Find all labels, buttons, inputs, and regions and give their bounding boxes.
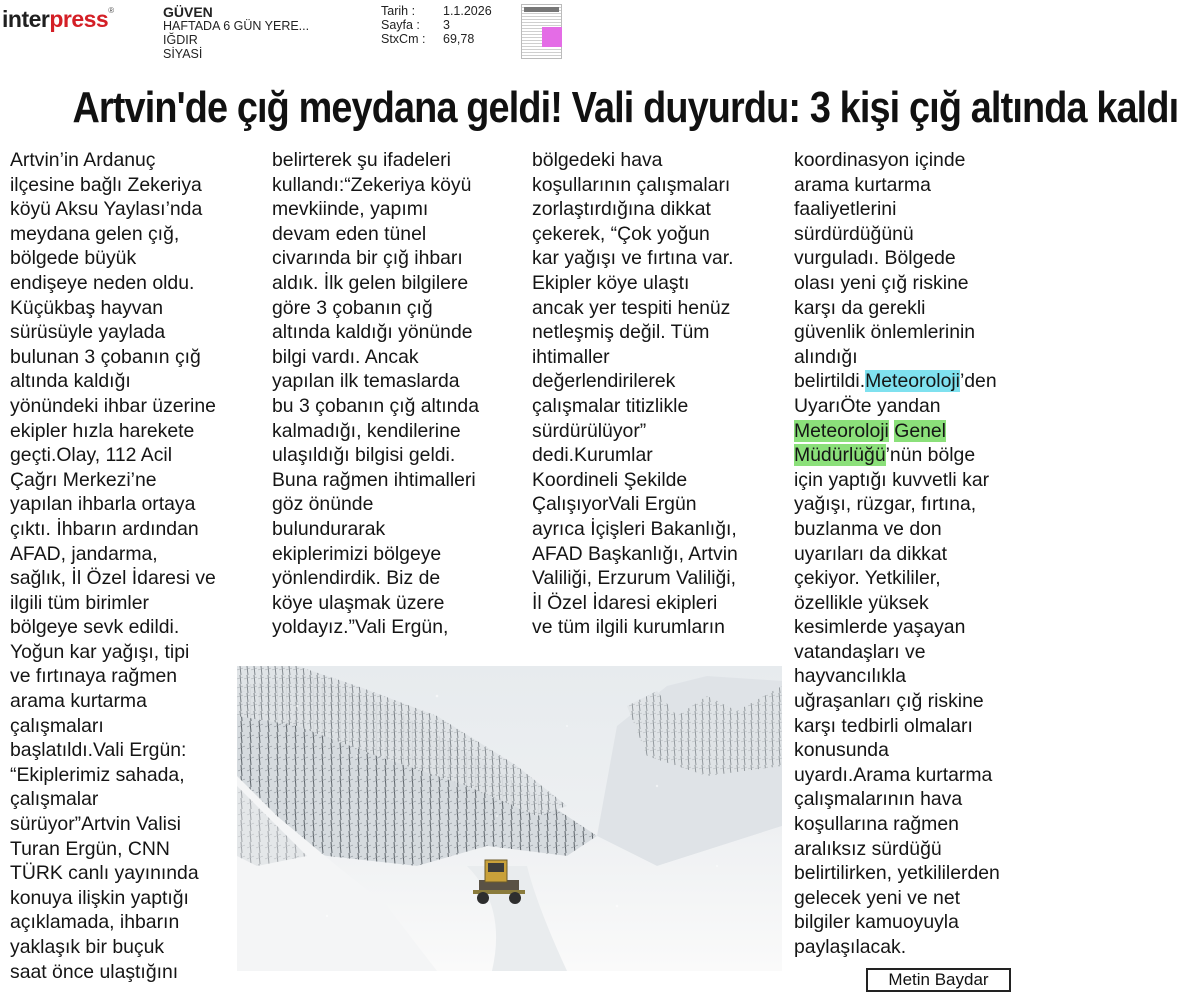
meta-value-page: 3 [443, 18, 450, 32]
publication-section: SİYASİ [163, 47, 203, 61]
article-column-1: Artvin’in Ardanuç ilçesine bağlı Zekeriya köyü Aksu Yaylası’nda meydana gelen çığ, bölgede büyük endişeye neden oldu. Küçükbaş hayvan sürüsüyle yaylada bulunan 3 çobanın çığ altında kaldığı yönündeki ihbar üzerine ekipler hızla harekete geçti.Olay, 112 Acil Çağrı Merkezi’ne yapılan ihbarla ortaya çıktı. İhbarın ardından AFAD, jandarma, sağlık, İl Özel İdaresi ve ilgili tüm birimler bölgeye sevk edildi. Yoğun kar yağışı, tipi ve fırtınaya rağmen arama kurtarma çalışmaları başlatıldı.Vali Ergün: “Ekiplerimiz sahada, çalışmalar sürüyor”Artvin Valisi Turan Ergün, CNN TÜRK canlı yayınında konuya ilişkin yaptığı açıklamada, ihbarın yaklaşık bir buçuk saat önce ulaştığını [10, 149, 216, 983]
page-thumbnail[interactable] [521, 4, 562, 59]
interpress-logo: interpress® [2, 6, 114, 32]
publication-city: IĞDIR [163, 33, 198, 47]
col4-text-c: ’nün bölge için yaptığı kuvvetli kar yağışı, rüzgar, fırtına, buzlanma ve don uyarıları da dikkat çekiyor. Yetkililer, özellikle yüksek kesimlerde yaşayan vatandaşları ve hayvancılıkla uğraşanları çığ riskine karşı tedbirli olmaları konusunda uyardı.Arama kurtarma çalışmalarının hava koşullarına rağmen aralıksız sürdüğü belirtilirken, yetkililerden gelecek yeni ve net bilgiler kamuoyuyla paylaşılacak. [794, 444, 1000, 958]
col4-text-b: ’den UyarıÖte yandan [794, 370, 997, 417]
author-box: Metin Baydar [866, 968, 1011, 992]
article-column-4 [794, 148, 1032, 960]
keyword-highlight-meteoroloji-2: Meteoroloji [794, 419, 889, 442]
article-column-3: bölgedeki hava koşullarının çalışmaları zorlaştırdığına dikkat çekerek, “Çok yoğun kar yağışı ve fırtına var. Ekipler köye ulaştı ancak yer tespiti henüz netleşmiş değil. Tüm ihtimaller değerlendirilerek çalışmalar titizlikle sürdürülüyor” dedi.Kurumlar Koordineli Şekilde ÇalışıyorVali Ergün ayrıca İçişleri Bakanlığı, AFAD Başkanlığı, Artvin Valiliği, Erzurum Valiliği, İl Özel İdaresi ekipleri ve tüm ilgili kurumların [532, 149, 738, 639]
clipping-meta [381, 4, 492, 46]
keyword-highlight-meteoroloji: Meteoroloji [865, 370, 960, 393]
article-position-marker [542, 27, 562, 47]
publication-name: GÜVEN [163, 4, 213, 20]
publication-info [163, 5, 309, 61]
meta-label-page: Sayfa : [381, 18, 420, 32]
meta-label-date: Tarih : [381, 4, 416, 18]
meta-label-area: StxCm : [381, 32, 426, 46]
snowy-valley-photo [237, 666, 782, 971]
col4-text-a: koordinasyon içinde arama kurtarma faaliyetlerini sürdürdüğünü vurguladı. Bölgede olası yeni çığ riskine karşı da gerekli güvenlik önlemlerinin alındığı belirtildi. [794, 149, 976, 393]
meta-value-area: 69,78 [443, 32, 475, 46]
publication-frequency: HAFTADA 6 GÜN YERE... [163, 19, 310, 33]
article-headline: Artvin'de çığ meydana geldi! Vali duyurdu: 3 kişi çığ altında kaldı [72, 83, 1178, 132]
meta-value-date: 1.1.2026 [443, 4, 492, 18]
keyword-highlight-genel-mudurlugu: Genel Müdürlüğü [794, 419, 946, 467]
article-column-2: belirterek şu ifadeleri kullandı:“Zekeriya köyü mevkiinde, yapımı devam eden tünel civarında bir çığ ihbarı aldık. İlk gelen bilgilere göre 3 çobanın çığ altında kaldığı yönünde bilgi vardı. Ancak yapılan ilk temaslarda bu 3 çobanın çığ altında kalmadığı, kendilerine ulaşıldığı bilgisi geldi. Buna rağmen ihtimalleri göz önünde bulundurarak ekiplerimizi bölgeye yönlendirdik. Biz de köye ulaşmak üzere yoldayız.”Vali Ergün, [272, 149, 479, 639]
